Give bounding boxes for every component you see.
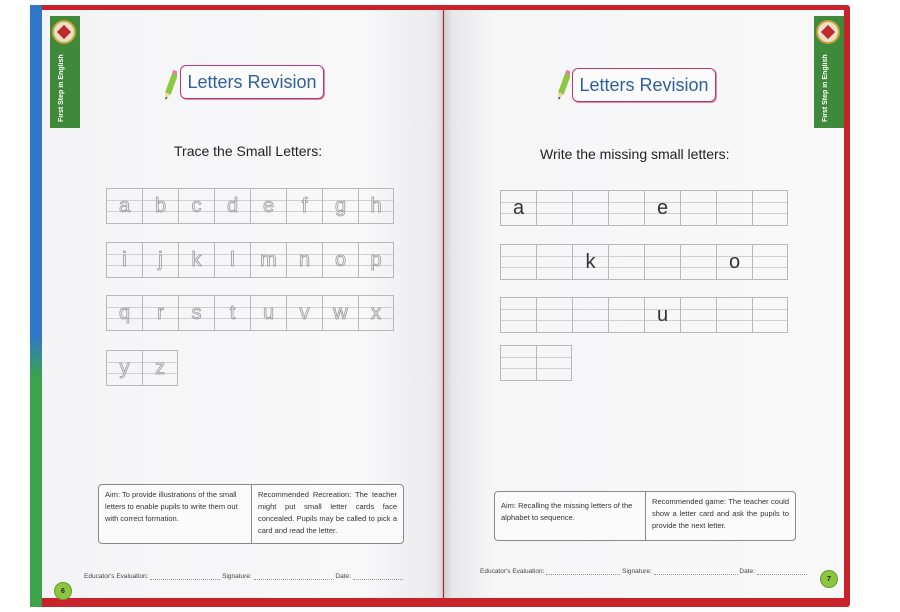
letter-cell[interactable] [752,298,788,332]
letter-cell[interactable]: a [500,191,536,225]
evaluation-line [150,579,220,580]
teacher-notes-box [98,484,404,544]
page-title: Letters Revision [572,68,716,102]
letter-cell[interactable] [536,298,572,332]
letter-cell[interactable] [500,346,536,380]
letter-cell[interactable] [572,191,608,225]
letter-cell[interactable] [608,245,644,279]
letter-cell[interactable] [608,298,644,332]
right-page [444,10,844,598]
letter-cell[interactable]: k [572,245,608,279]
cover-spine-strip [30,5,42,607]
side-tab-label: First Step in English [58,54,65,122]
letter-cell[interactable] [536,245,572,279]
letter-cell[interactable] [572,298,608,332]
trace-cell: j [142,243,178,277]
game-text: Recommended game: The teacher could show a letter card and ask the pupils to provide the next letter. [645,492,795,540]
trace-cell: w [322,296,358,330]
letter-cell[interactable]: o [716,245,752,279]
aim-text: Aim: To provide illustrations of the small letters to enable pupils to write them out with correct formation. [105,490,238,523]
trace-cell: f [286,189,322,223]
tracing-row-2 [106,242,394,278]
letter-cell[interactable] [680,298,716,332]
missing-row-3 [500,297,788,333]
evaluation-label: Educator's Evaluation: [84,573,149,580]
trace-cell: r [142,296,178,330]
letter-cell[interactable] [644,245,680,279]
teacher-notes-box [494,491,796,541]
letter-cell[interactable]: e [644,191,680,225]
trace-cell: c [178,189,214,223]
letter-cell[interactable] [500,245,536,279]
date-line [757,574,807,575]
logo-icon [52,20,76,44]
letter-cell[interactable]: u [644,298,680,332]
missing-row-4 [500,345,572,381]
letter-cell[interactable] [500,298,536,332]
instruction-text: Trace the Small Letters: [174,143,323,159]
left-page [42,10,443,598]
trace-cell: q [106,296,142,330]
book-spine [436,10,452,598]
trace-cell: t [214,296,250,330]
letter-cell[interactable] [752,245,788,279]
trace-cell: l [214,243,250,277]
trace-cell: n [286,243,322,277]
trace-cell: i [106,243,142,277]
trace-cell: p [358,243,394,277]
trace-cell: m [250,243,286,277]
evaluation-label: Educator's Evaluation: [480,568,545,575]
trace-cell: a [106,189,142,223]
trace-cell: g [322,189,358,223]
page-title: Letters Revision [180,65,324,99]
side-tab [814,16,844,128]
date-line [353,579,403,580]
side-tab-label: First Step in English [822,54,829,122]
letter-cell[interactable] [752,191,788,225]
evaluation-footer [84,573,403,580]
logo-icon [816,20,840,44]
signature-label: Signature: [222,573,252,580]
pencil-icon [165,68,177,102]
letter-cell[interactable] [536,191,572,225]
signature-line [654,574,738,575]
trace-cell: s [178,296,214,330]
trace-cell: k [178,243,214,277]
page-number: 7 [820,570,838,588]
evaluation-footer [480,568,807,575]
trace-cell: x [358,296,394,330]
trace-cell: u [250,296,286,330]
trace-cell: z [142,351,178,385]
signature-label: Signature: [622,568,652,575]
side-tab [50,16,80,128]
letter-cell[interactable] [680,245,716,279]
signature-line [254,579,334,580]
tracing-row-3 [106,295,394,331]
letter-cell[interactable] [536,346,572,380]
trace-cell: v [286,296,322,330]
missing-row-1 [500,190,788,226]
recreation-text: Recommended Recreation: The teacher might put small letter cards face concealed. Pupils may be called to pick a card and read the letter. [251,485,403,543]
trace-cell: e [250,189,286,223]
letter-cell[interactable] [716,191,752,225]
date-label: Date: [739,568,755,575]
trace-cell: y [106,351,142,385]
trace-cell: b [142,189,178,223]
evaluation-line [546,574,620,575]
pencil-icon [558,68,570,102]
page-number: 6 [54,582,72,600]
date-label: Date: [335,573,351,580]
trace-cell: d [214,189,250,223]
trace-cell: o [322,243,358,277]
tracing-row-4 [106,350,178,386]
trace-cell: h [358,189,394,223]
letter-cell[interactable] [608,191,644,225]
instruction-text: Write the missing small letters: [540,146,730,162]
tracing-row-1 [106,188,394,224]
letter-cell[interactable] [716,298,752,332]
missing-row-2 [500,244,788,280]
aim-text: Aim: Recalling the missing letters of the alphabet to sequence. [501,501,633,522]
letter-cell[interactable] [680,191,716,225]
